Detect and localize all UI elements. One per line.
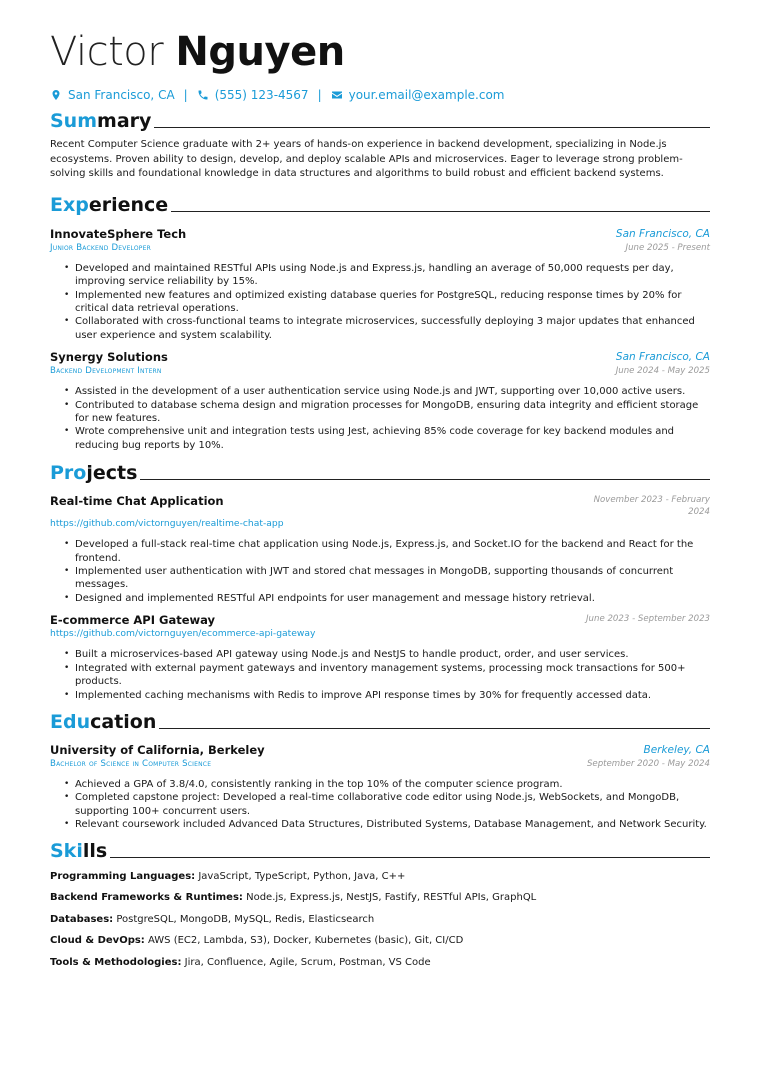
section-title-rest: lls: [82, 839, 108, 862]
project-link[interactable]: https://github.com/victornguyen/realtime-chat-app: [50, 518, 284, 530]
bullet-item: • Built a microservices-based API gateway using Node.js and NestJS to handle product, order, and user services.: [50, 648, 710, 661]
skill-label: Databases:: [50, 913, 114, 925]
section-experience: [50, 192, 710, 216]
experience-entry: [50, 227, 710, 342]
project-bullets: [50, 538, 710, 605]
job-title: Backend Development Intern: [50, 366, 162, 377]
bullet-item: • Designed and implemented RESTful API endpoints for user management and message history retrieval.: [50, 592, 710, 605]
section-title: [50, 711, 159, 733]
employer-location: San Francisco, CA: [615, 351, 710, 364]
bullet-item: • Developed a full-stack real-time chat application using Node.js, Express.js, and Socket.IO for the backend and React for the frontend.: [50, 538, 710, 565]
job-bullets: [50, 385, 710, 452]
project-dates: November 2023 - February 2024: [593, 495, 710, 518]
project-name: E-commerce API Gateway: [50, 613, 216, 628]
contact-separator: |: [317, 88, 322, 102]
experience-entry: [50, 350, 710, 452]
section-divider: [154, 127, 710, 128]
bullet-item: • Implemented new features and optimized existing database queries for PostgreSQL, reducing response times by 20% for critical data retrieval operations.: [50, 289, 710, 316]
job-title: Junior Backend Developer: [50, 242, 151, 253]
bullet-item: • Integrated with external payment gateways and inventory management systems, processing mock transactions for 500+ products.: [50, 662, 710, 689]
project-dates: June 2023 - September 2023: [586, 614, 710, 625]
skills-list: [50, 870, 710, 969]
skill-row: [50, 934, 710, 947]
section-education: [50, 709, 710, 733]
education-dates: September 2020 - May 2024: [586, 758, 710, 769]
section-title: [50, 462, 140, 484]
project-entry: [50, 494, 710, 605]
section-title-rest: cation: [90, 710, 157, 733]
skill-label: Programming Languages:: [50, 870, 196, 882]
project-name: Real-time Chat Application: [50, 494, 224, 509]
bullet-item: • Developed and maintained RESTful APIs using Node.js and Express.js, handling an average of 50,000 requests per day, improving service reliability by 15%.: [50, 262, 710, 289]
employer-name: InnovateSphere Tech: [50, 226, 187, 241]
section-skills: [50, 838, 710, 862]
summary-text: Recent Computer Science graduate with 2+ years of hands-on experience in backend development, specializing in Node.js ecosystems. Proven ability to design, develop, and deploy scalable APIs and microservices. Eager to leverage strong problem-solving skills and foundational knowledge in data structures and algorithms to build robust and efficient backend systems.: [50, 139, 683, 180]
skill-value: Node.js, Express.js, NestJS, Fastify, RESTful APIs, GraphQL: [246, 892, 537, 904]
skill-value: PostgreSQL, MongoDB, MySQL, Redis, Elasticsearch: [116, 913, 375, 925]
skill-row: [50, 956, 710, 969]
employer-name: Synergy Solutions: [50, 350, 168, 365]
location-text: San Francisco, CA: [68, 88, 175, 102]
bullet-item: • Assisted in the development of a user authentication service using Node.js and JWT, supporting over 10,000 active users.: [50, 385, 710, 398]
bullet-item: • Implemented user authentication with JWT and stored chat messages in MongoDB, supporting thousands of concurrent messages.: [50, 565, 710, 592]
skill-row: [50, 913, 710, 926]
section-divider: [159, 728, 710, 729]
section-title-accent: Ski: [50, 839, 83, 862]
section-title-accent: Pro: [50, 462, 87, 485]
bullet-item: • Achieved a GPA of 3.8/4.0, consistently ranking in the top 10% of the computer science program.: [50, 778, 710, 791]
section-summary: [50, 108, 710, 132]
education-entry: [50, 743, 710, 832]
bullet-item: • Contributed to database schema design and migration processes for MongoDB, ensuring data integrity and efficient storage for new features.: [50, 399, 710, 426]
contact-separator: |: [183, 88, 188, 102]
map-marker-icon: [50, 89, 62, 101]
phone-text: (555) 123-4567: [214, 88, 309, 102]
skill-value: JavaScript, TypeScript, Python, Java, C++: [198, 870, 406, 882]
first-name: Victor: [50, 29, 164, 75]
skill-row: [50, 870, 710, 883]
section-divider: [110, 857, 710, 858]
section-title-rest: erience: [88, 193, 169, 216]
contact-location: [50, 88, 175, 102]
section-title: [50, 194, 171, 216]
school-location: Berkeley, CA: [643, 743, 710, 756]
section-projects: [50, 460, 710, 484]
section-title: [50, 110, 154, 132]
resume-page: [50, 30, 710, 969]
employer-location: San Francisco, CA: [615, 227, 710, 240]
phone-icon: [197, 89, 209, 101]
section-title-rest: jects: [86, 462, 138, 485]
skill-label: Backend Frameworks & Runtimes:: [50, 892, 243, 904]
school-name: University of California, Berkeley: [50, 742, 265, 757]
bullet-item: • Implemented caching mechanisms with Redis to improve API response times by 30% for frequently accessed data.: [50, 689, 710, 702]
project-entry: [50, 613, 710, 702]
section-divider: [140, 479, 710, 480]
skill-label: Tools & Methodologies:: [50, 956, 182, 968]
section-title-accent: Exp: [50, 193, 89, 216]
skill-value: Jira, Confluence, Agile, Scrum, Postman, VS Code: [184, 956, 431, 968]
section-title: [50, 840, 110, 862]
education-bullets: [50, 778, 710, 832]
contact-bar: [50, 86, 710, 104]
contact-phone: [197, 88, 309, 102]
job-bullets: [50, 262, 710, 342]
section-title-accent: Sum: [50, 110, 98, 132]
bullet-item: • Wrote comprehensive unit and integration tests using Jest, achieving 85% code coverage for key backend modules and reducing bug reports by 10%.: [50, 425, 710, 452]
section-divider: [171, 211, 710, 212]
bullet-item: • Completed capstone project: Developed a real-time collaborative code editor using Node.js, WebSockets, and MongoDB, supporting 100+ concurrent users.: [50, 791, 710, 818]
skill-label: Cloud & DevOps:: [50, 935, 145, 947]
skill-row: [50, 891, 710, 904]
bullet-item: • Collaborated with cross-functional teams to integrate microservices, successfully deploying 3 major updates that enhanced user experience and system scalability.: [50, 315, 710, 342]
project-bullets: [50, 648, 710, 702]
job-dates: June 2024 - May 2025: [615, 366, 710, 377]
project-link[interactable]: https://github.com/victornguyen/ecommerce-api-gateway: [50, 628, 316, 640]
candidate-name: [50, 30, 710, 76]
degree-title: Bachelor of Science in Computer Science: [50, 758, 212, 769]
section-title-rest: mary: [97, 110, 152, 132]
section-title-accent: Edu: [50, 710, 91, 733]
last-name: Nguyen: [175, 29, 345, 75]
email-link[interactable]: your.email@example.com: [348, 88, 505, 102]
envelope-icon: [331, 89, 343, 101]
skill-value: AWS (EC2, Lambda, S3), Docker, Kubernetes (basic), Git, CI/CD: [148, 935, 464, 947]
contact-email[interactable]: [331, 88, 505, 102]
job-dates: June 2025 - Present: [625, 242, 710, 253]
bullet-item: • Relevant coursework included Advanced Data Structures, Distributed Systems, Database Management, and Network Security.: [50, 818, 710, 831]
